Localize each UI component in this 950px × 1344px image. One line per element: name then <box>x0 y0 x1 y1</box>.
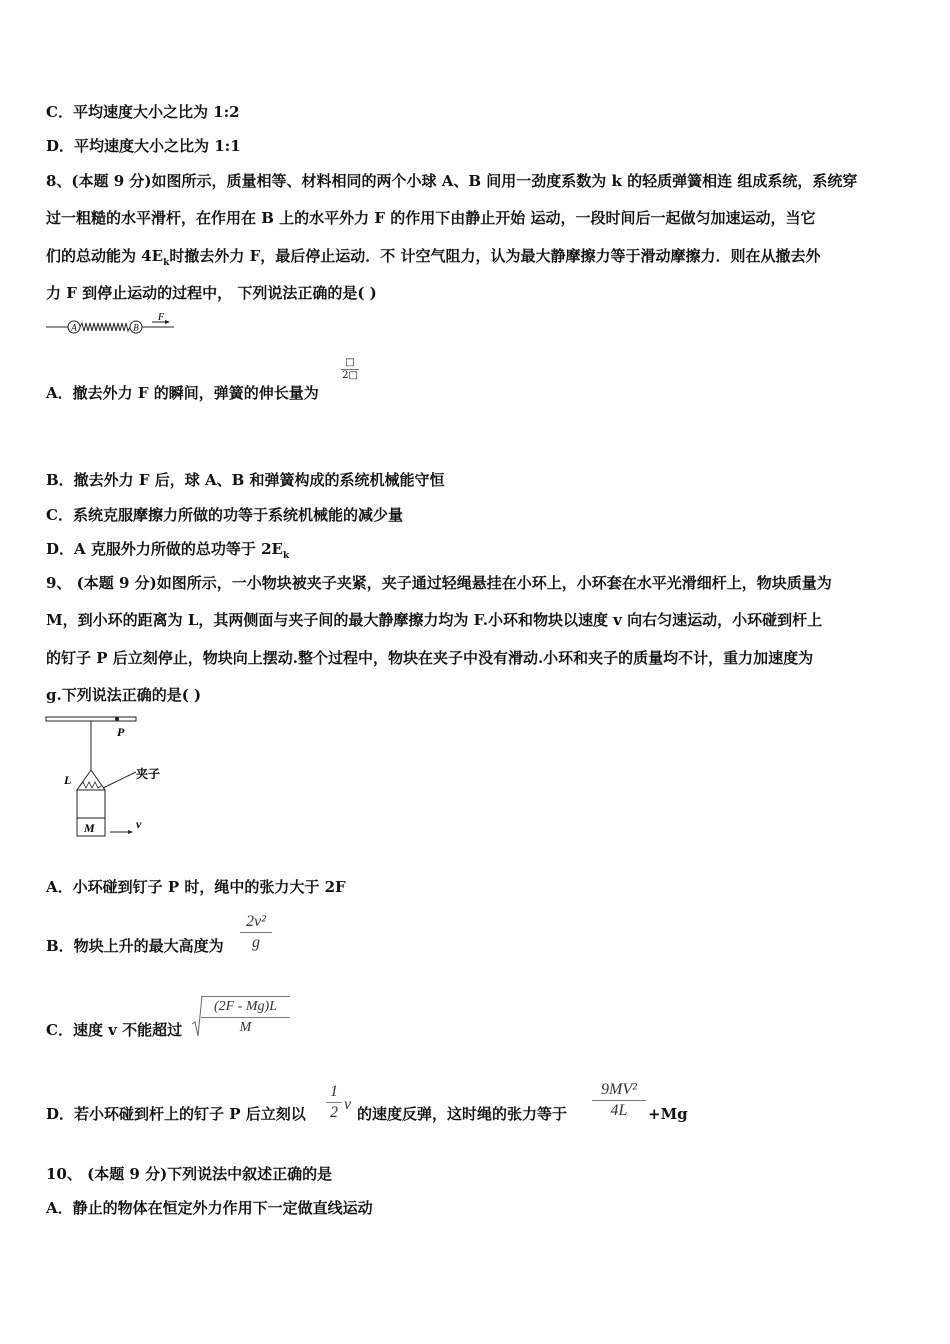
q8-stem-line-2: 过一粗糙的水平滑杆，在作用在 B 上的水平外力 F 的作用下由静止开始 运动，一段时间后一起做匀加速运动，当它 <box>46 209 816 227</box>
q7-option-c: C．平均速度大小之比为 1:2 <box>46 103 240 121</box>
q8-stem-line-4: 力 F 到停止运动的过程中， 下列说法正确的是( ) <box>46 284 377 302</box>
q8-option-a-fraction: □ 2□ <box>342 357 358 381</box>
q9-option-d-v: v <box>344 1096 352 1113</box>
q9-option-d-prefix: D．若小环碰到杆上的钉子 P 后立刻以 <box>46 1105 306 1123</box>
q9-option-a: A．小环碰到钉子 P 时，绳中的张力大于 2F <box>46 878 346 896</box>
q10-stem-line-1: 10、 (本题 9 分)下列说法中叙述正确的是 <box>46 1165 333 1183</box>
q8-ball-b-label: B <box>133 322 139 333</box>
q9-option-d-suffix: +Mg <box>648 1105 688 1123</box>
q9-pendulum-figure <box>44 712 174 844</box>
q7-option-d: D．平均速度大小之比为 1:1 <box>46 137 241 155</box>
q9-nail-label: P <box>117 725 125 739</box>
q8-option-c: C．系统克服摩擦力所做的功等于系统机械能的减少量 <box>46 506 403 524</box>
q9-option-d-fraction-half: 1 2 <box>326 1082 342 1123</box>
q9-nail-p <box>115 717 119 721</box>
q8-spring <box>80 323 130 331</box>
q9-rod <box>46 717 136 721</box>
q8-spring-figure <box>44 313 179 337</box>
q9-stem-line-4: g.下列说法正确的是( ) <box>46 686 202 704</box>
q8-option-d: D．A 克服外力所做的总功等于 $2E_k$ <box>46 540 290 561</box>
q9-option-d-fraction-tension: 9MV² 4L <box>592 1080 646 1121</box>
q9-option-c-fraction: (2F - Mg)L M <box>201 996 290 1038</box>
q8-stem-line-3: 们的总动能为 $4E_k$时撤去外力 F，最后停止运动．不 计空气阻力，认为最大静摩擦力等于滑动摩擦力．则在从撤去外 <box>46 247 821 268</box>
q9-clip <box>77 770 105 790</box>
q9-velocity-label: v <box>136 817 142 831</box>
q10-option-a: A．静止的物体在恒定外力作用下一定做直线运动 <box>46 1199 373 1217</box>
q9-option-d-middle: 的速度反弹，这时绳的张力等于 <box>357 1105 568 1123</box>
q9-option-b-fraction: 2v² g <box>240 912 272 953</box>
q9-stem-line-1: 9、 (本题 9 分)如图所示，一小物块被夹子夹紧，夹子通过轻绳悬挂在小环上，小环套在水平光滑细杆上，物块质量为 <box>46 574 832 592</box>
q9-option-b: B．物块上升的最大高度为 <box>46 937 224 955</box>
q9-option-c: C．速度 v 不能超过 <box>46 1021 183 1039</box>
q8-option-a: A．撤去外力 F 的瞬间，弹簧的伸长量为 <box>46 384 319 402</box>
q9-stem-line-3: 的钉子 P 后立刻停止，物块向上摆动.整个过程中，物块在夹子中没有滑动.小环和夹子的质量均不计，重力加速度为 <box>46 649 814 667</box>
q8-stem-line-1: 8、(本题 9 分)如图所示，质量相等、材料相同的两个小球 A、B 间用一劲度系数为 k 的轻质弹簧相连 组成系统，系统穿 <box>46 172 858 190</box>
q9-stem-line-2: M，到小环的距离为 L，其两侧面与夹子间的最大静摩擦力均为 F.小环和物块以速度 v 向右匀速运动，小环碰到杆上 <box>46 611 823 629</box>
q8-ball-a-label: A <box>71 322 77 333</box>
q8-force-label: F <box>158 313 165 323</box>
q9-clip-label: 夹子 <box>136 767 161 781</box>
q8-option-b: B．撤去外力 F 后，球 A、B 和弹簧构成的系统机械能守恒 <box>46 471 445 489</box>
q9-mass-label: M <box>84 821 95 835</box>
q9-length-label: L <box>64 773 72 787</box>
